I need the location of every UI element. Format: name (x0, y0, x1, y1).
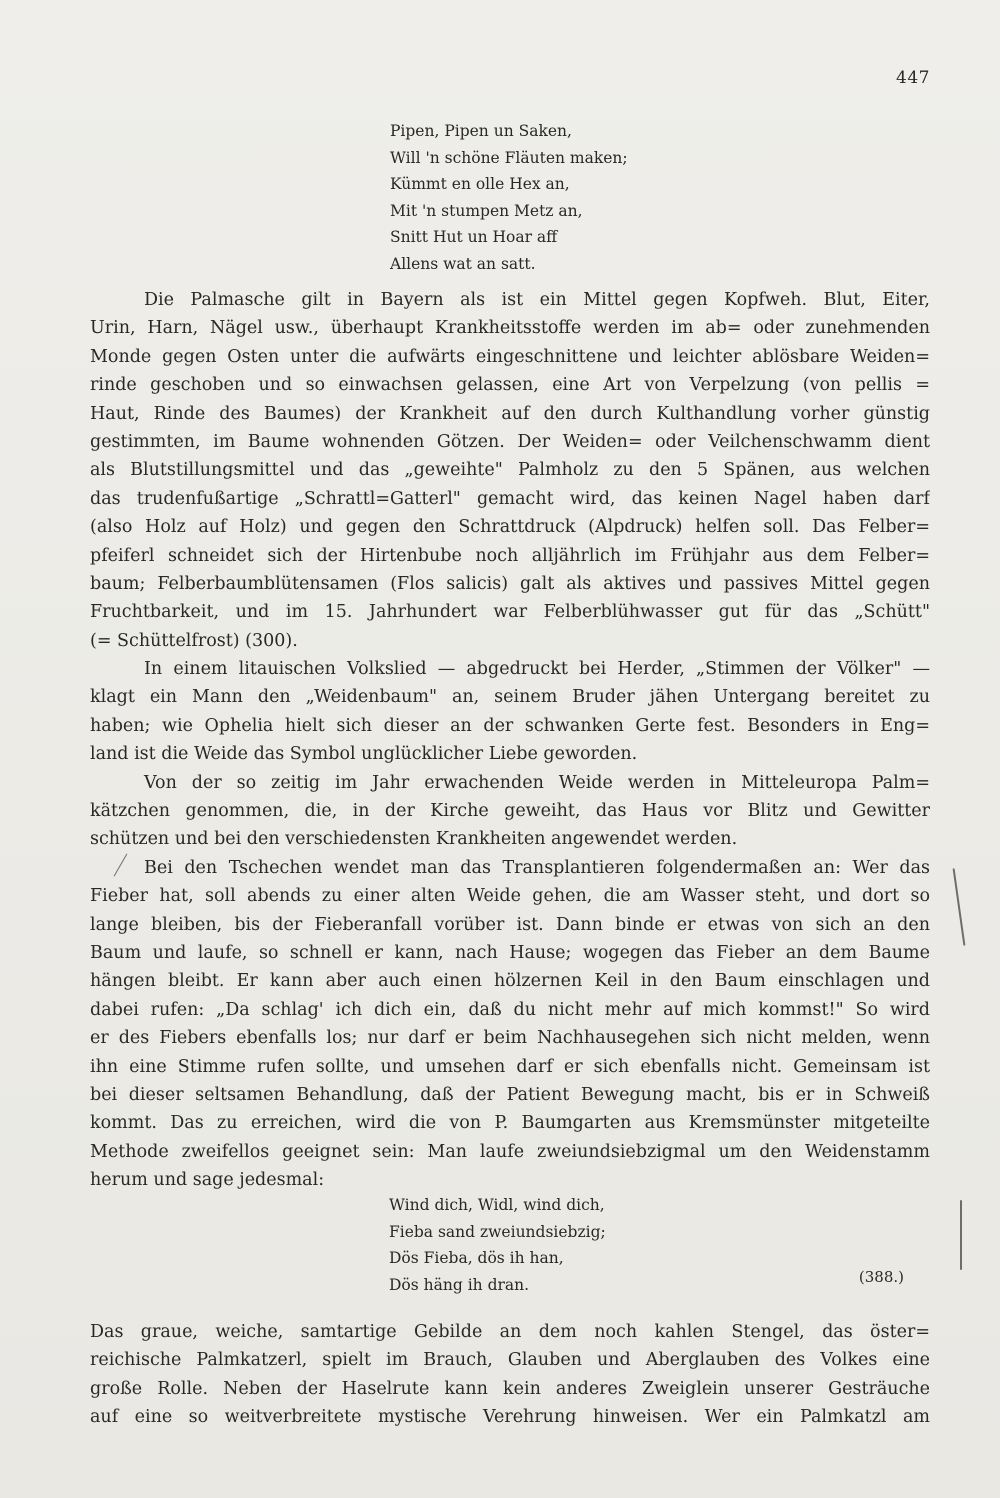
body-text-block-2 (90, 1318, 930, 1432)
margin-mark (953, 868, 966, 946)
text-line: als Blutstillungsmittel und das „geweihte" Palmholz zu den 5 Spänen, aus welchen (90, 460, 930, 481)
verse-line: Fieba sand zweiundsiebzig; (389, 1222, 606, 1241)
page-number: 447 (896, 68, 930, 88)
verse-line: Dös häng ih dran. (389, 1275, 530, 1294)
text-line: bei dieser seltsamen Behandlung, daß der Patient Bewegung macht, bis er in Schweiß (90, 1084, 930, 1105)
text-line: Von der so zeitig im Jahr erwachenden Weide werden in Mitteleuropa Palm= (144, 772, 930, 793)
text-line: große Rolle. Neben der Haselrute kann kein anderes Zweiglein unserer Gesträuche (90, 1378, 930, 1399)
verse-line: Mit 'n stumpen Metz an, (390, 201, 583, 220)
verse-block-1 (390, 118, 628, 277)
text-line: Das graue, weiche, samtartige Gebilde an dem noch kahlen Stengel, das öster= (90, 1322, 930, 1342)
text-line: (also Holz auf Holz) und gegen den Schrattdruck (Alpdruck) helfen soll. Das Felber= (90, 517, 930, 538)
text-line: Fieber hat, soll abends zu einer alten Weide gehen, die am Wasser steht, und dort so (90, 886, 930, 907)
text-line: herum und sage jedesmal: (90, 1170, 325, 1191)
margin-mark (960, 1200, 962, 1270)
text-line: Methode zweifellos geeignet sein: Man laufe zweiundsiebzigmal um den Weidenstamm (90, 1141, 930, 1162)
text-line: reichische Palmkatzerl, spielt im Brauch, Glauben und Aberglauben des Volkes eine (90, 1350, 930, 1371)
verse-line: Pipen, Pipen un Saken, (390, 122, 572, 140)
text-line: rinde geschoben und so einwachsen gelassen, eine Art von Verpelzung (von pellis = (90, 375, 930, 396)
text-line: lange bleiben, bis der Fieberanfall vorüber ist. Dann binde er etwas von sich an den (90, 914, 930, 935)
text-line: Haut, Rinde des Baumes) der Krankheit auf den durch Kulthandlung vorher günstig (90, 403, 930, 424)
verse-block-2 (389, 1192, 606, 1298)
body-text-block-1 (90, 286, 930, 1195)
text-line: Fruchtbarkeit, und im 15. Jahrhundert war Felberblühwasser gut für das „Schütt" (90, 602, 930, 623)
verse-line: Allens wat an satt. (390, 254, 536, 273)
text-line: pfeiferl schneidet sich der Hirtenbube noch alljährlich im Frühjahr aus dem Felber= (90, 545, 930, 566)
text-line: dabei rufen: „Da schlag' ich dich ein, daß du nicht mehr auf mich kommst!" So wird (90, 999, 930, 1020)
text-line: haben; wie Ophelia hielt sich dieser an der schwanken Gerte fest. Besonders in Eng= (90, 715, 930, 736)
text-line: auf eine so weitverbreitete mystische Verehrung hinweisen. Wer ein Palmkatzl am (90, 1407, 930, 1428)
verse-line: Wind dich, Widl, wind dich, (389, 1196, 605, 1214)
verse-line: Snitt Hut un Hoar aff (390, 228, 558, 246)
text-line: klagt ein Mann den „Weidenbaum" an, seinem Bruder jähen Untergang bereitet zu (90, 687, 930, 708)
text-line: Baum und laufe, so schnell er kann, nach Hause; wogegen das Fieber an dem Baume (90, 942, 930, 963)
verse-line: Will 'n schöne Fläuten maken; (390, 148, 628, 167)
text-line: ihn eine Stimme rufen sollte, und umsehen darf er sich ebenfalls nicht. Gemeinsam ist (90, 1056, 930, 1077)
text-line: Urin, Harn, Nägel usw., überhaupt Krankheitsstoffe werden im ab= oder zunehmenden (90, 318, 930, 339)
text-line: (= Schüttelfrost) (300). (90, 630, 298, 651)
text-line: Bei den Tschechen wendet man das Transplantieren folgendermaßen an: Wer das (144, 857, 930, 878)
text-line: hängen bleibt. Er kann aber auch einen hölzernen Keil in den Baum einschlagen und (90, 971, 930, 992)
verse-line: Kümmt en olle Hex an, (390, 175, 570, 193)
verse-line: Dös Fieba, dös ih han, (389, 1249, 564, 1267)
text-line: baum; Felberbaumblütensamen (Flos salicis) galt als aktives und passives Mittel gegen (90, 573, 930, 594)
text-line: In einem litauischen Volkslied — abgedruckt bei Herder, „Stimmen der Völker" — (144, 659, 930, 680)
text-line: gestimmten, im Baume wohnenden Götzen. Der Weiden= oder Veilchenschwamm dient (90, 431, 930, 452)
text-line: schützen und bei den verschiedensten Krankheiten angewendet werden. (90, 829, 738, 850)
text-line: kommt. Das zu erreichen, wird die von P. Baumgarten aus Kremsmünster mitgeteilte (90, 1113, 930, 1134)
text-line: kätzchen genommen, die, in der Kirche geweiht, das Haus vor Blitz und Gewitter (90, 801, 930, 822)
text-line: Monde gegen Osten unter die aufwärts eingeschnittene und leichter ablösbare Weiden= (90, 346, 930, 367)
text-line: Die Palmasche gilt in Bayern als ist ein Mittel gegen Kopfweh. Blut, Eiter, (144, 290, 930, 310)
text-line: land ist die Weide das Symbol unglücklicher Liebe geworden. (90, 744, 638, 765)
text-line: das trudenfußartige „Schrattl=Gatterl" gemacht wird, das keinen Nagel haben darf (90, 488, 930, 509)
verse-reference: (388.) (858, 1268, 904, 1286)
text-line: er des Fiebers ebenfalls los; nur darf er beim Nachhausegehen sich nicht melden, wenn (90, 1028, 930, 1049)
